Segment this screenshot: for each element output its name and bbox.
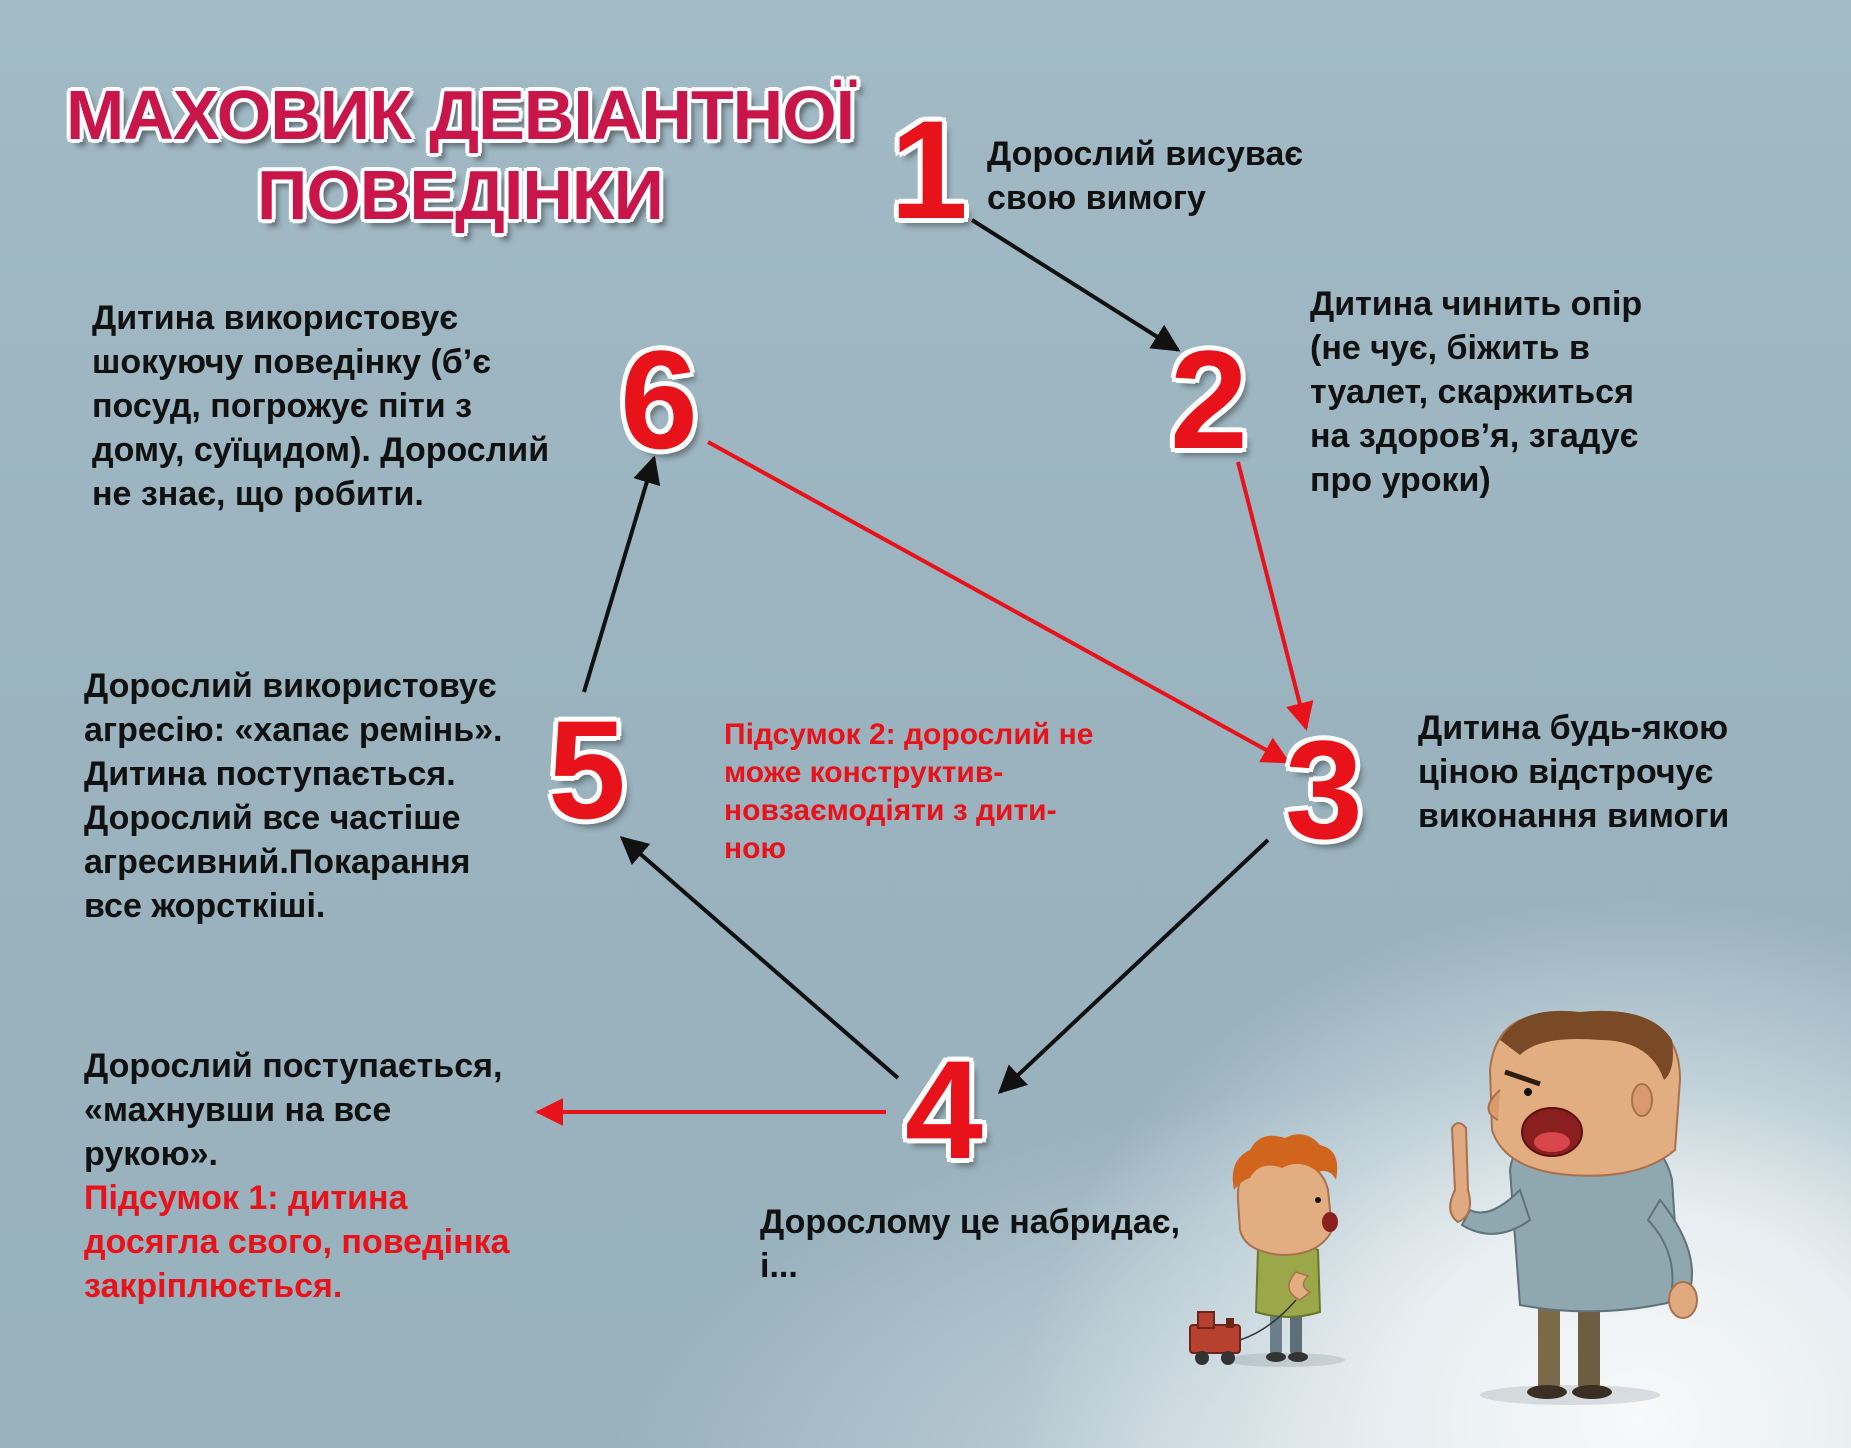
step-text-4: Дорослому це набридає, і... [760,1203,1181,1285]
step-number-2: 2 [1170,321,1248,478]
step-text-1: Дорослий висуває свою вимогу [987,135,1304,217]
step-text-5: Дорослий використовує агресію: «хапає ремінь». Дитина поступається. Дорослий все частіше агресивний.Покарання все жорсткіші. [84,667,503,925]
title-line-2: ПОВЕДІНКИ [257,156,663,234]
step-number-5: 5 [548,691,626,848]
outcome-1-text: Дорослий поступається, «махнувши на все рукою». [84,1047,503,1173]
adult-figure-icon [1450,1011,1697,1399]
child-figure-icon [1233,1134,1338,1362]
step-number-6: 6 [620,321,698,478]
summary-2-text: Підсумок 2: дорослий не може конструктив- новзаємодіяти з дити- ною [724,718,1094,865]
outcome-1-summary: Підсумок 1: дитина досягла свого, поведінка закріплюється. [84,1179,510,1305]
step-text-3: Дитина будь-якою ціною відстрочує виконання вимоги [1418,709,1730,835]
step-text-6: Дитина використовує шокуючу поведінку (б’є посуд, погрожує піти з дому, суїцидом). Дорослий не знає, що робити. [92,299,550,513]
step-number-4: 4 [905,1031,983,1188]
step-number-1: 1 [890,91,968,248]
title-line-1: МАХОВИК ДЕВІАНТНОЇ [66,76,854,154]
step-text-2: Дитина чинить опір (не чує, біжить в туалет, скаржиться на здоров’я, згадує про уроки) [1310,285,1643,499]
step-number-3: 3 [1285,711,1363,868]
